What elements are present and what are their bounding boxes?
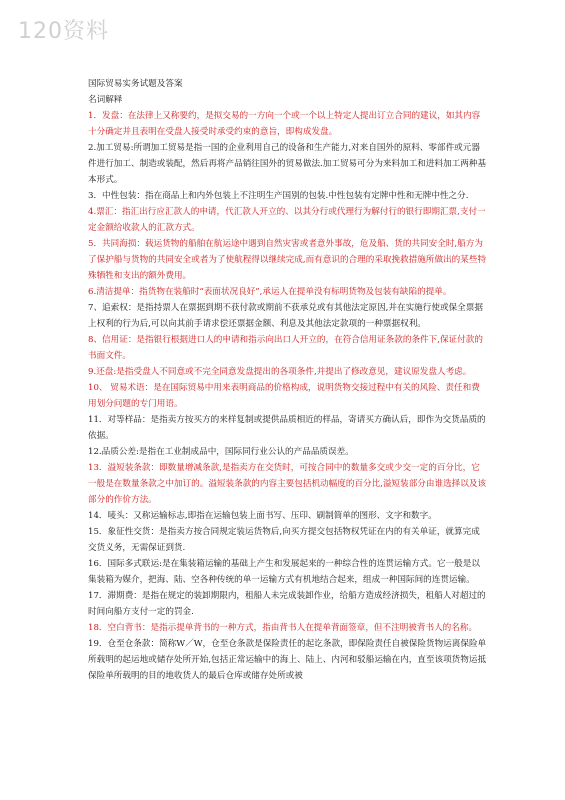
definition-entry: 1．发盘：在法律上又称要约，是拟交易的一方向一个或一个以上特定人提出订立合同的建议，如其内容十分确定并且表明在受盘人接受时承受约束的意旨，即构成发盘。 bbox=[88, 111, 481, 137]
entry-list bbox=[88, 108, 488, 684]
definition-entry: 9.还盘:是指受盘人不同意或不完全同意发盘提出的各项条件,并提出了修改意见，建议原发盘人考虑。 bbox=[88, 367, 472, 377]
definition-entry: 18．空白背书：是指示提单背书的一种方式，指由背书人在提单背面签章，但不注明被背书人的名称。 bbox=[88, 623, 478, 633]
document-title: 国际贸易实务试题及答案 bbox=[88, 79, 183, 89]
definition-entry: 17．滞期费：是指在规定的装卸期限内，租船人未完成装卸作业，给船方造成经济损失，租船人对超过的时间向船方支付一定的罚金. bbox=[88, 591, 486, 617]
definition-entry: 4.票汇：指汇出行应汇款人的申请，代汇款人开立的、以其分行或代理行为解付行的银行即期汇票,支付一定金额给收款人的汇款方式。 bbox=[88, 207, 486, 233]
definition-entry: 3．中性包装：指在商品上和内外包装上不注明生产国别的包装.中性包装有定牌中性和无牌中性之分. bbox=[88, 191, 469, 201]
definition-entry: 16．国际多式联运:是在集装箱运输的基础上产生和发展起来的一种综合性的连贯运输方式。它一般是以集装箱为媒介，把海、陆、空各种传统的单一运输方式有机地结合起来，组成一种国际间的连贯运输。 bbox=[88, 559, 480, 585]
definition-entry: 13．溢短装条款：即数量增减条款,是指卖方在交货时，可按合同中的数量多交或少交一定的百分比，它一般是在数量条款之中加订的。溢短装条款的内容主要包括机动幅度的百分比,溢短装部分由谁选择以及该部分的作价方法。 bbox=[88, 463, 487, 505]
definition-entry: 8、信用证：是指银行根据进口人的申请和指示向出口人开立的，在符合信用证条款的条件下,保证付款的书面文件。 bbox=[88, 335, 483, 361]
definition-entry: 5．共同海损：载运货物的船舶在航运途中遇到自然灾害或者意外事故，危及船、货的共同安全时,船方为了保护船与货物的共同安全或者为了使航程得以继续完成,而有意识的合理的采取挽救措施所做出的某些特殊牺牲和支出的额外费用。 bbox=[88, 239, 487, 281]
definition-entry: 6.清洁提单：指货物在装船时“表面状况良好”,承运人在提单没有标明货物及包装有缺陷的提单。 bbox=[88, 287, 452, 297]
definition-entry: 12.品质公差:是指在工业制成品中，国际同行业公认的产品品质误差。 bbox=[88, 447, 354, 457]
definition-entry: 2.加工贸易:所谓加工贸易是指一国的企业利用自己的设备和生产能力,对来自国外的原料、零部件或元器件进行加工、制造或装配，然后再将产品销往国外的贸易做法.加工贸易可分为来料加工和进料加工两种基本形式。 bbox=[88, 143, 487, 185]
section-heading: 名词解释 bbox=[88, 95, 123, 105]
definition-entry: 7、追索权：是指持票人在票据到期不获付款或期前不获承兑或有其他法定原因,并在实施行使或保全票据上权利的行为后,可以向其前手请求偿还票据金额、利息及其他法定款项的一种票据权利。 bbox=[88, 303, 483, 329]
definition-entry: 14．唛头：又称运输标志,即指在运输包装上面书写、压印、刷制简单的图形、文字和数字。 bbox=[88, 511, 437, 521]
watermark: 120资料 bbox=[18, 19, 109, 44]
definition-entry: 11．对等样品：是指卖方按买方的来样复制或提供品质相近的样品，寄请买方确认后，即作为交货品质的依据。 bbox=[88, 415, 486, 441]
document-page bbox=[88, 76, 488, 684]
definition-entry: 10、 贸易术语：是在国际贸易中用来表明商品的价格构成，说明货物交接过程中有关的风险、责任和费用划分问题的专门用语。 bbox=[88, 383, 480, 409]
definition-entry: 15．象征性交货：是指卖方按合同规定装运货物后,向买方提交包括物权凭证在内的有关单证，就算完成交货义务，无需保证到货. bbox=[88, 527, 480, 553]
definition-entry: 19．仓至仓条款：简称W／W，仓至仓条款是保险责任的起讫条款，即保险责任自被保险货物运离保险单所载明的起运地或储存处所开始,包括正常运输中的海上、陆上、内河和驳船运输在内，直至该项货物运抵保险单所载明的目的地收货人的最后仓库或储存处所或被 bbox=[88, 639, 487, 681]
